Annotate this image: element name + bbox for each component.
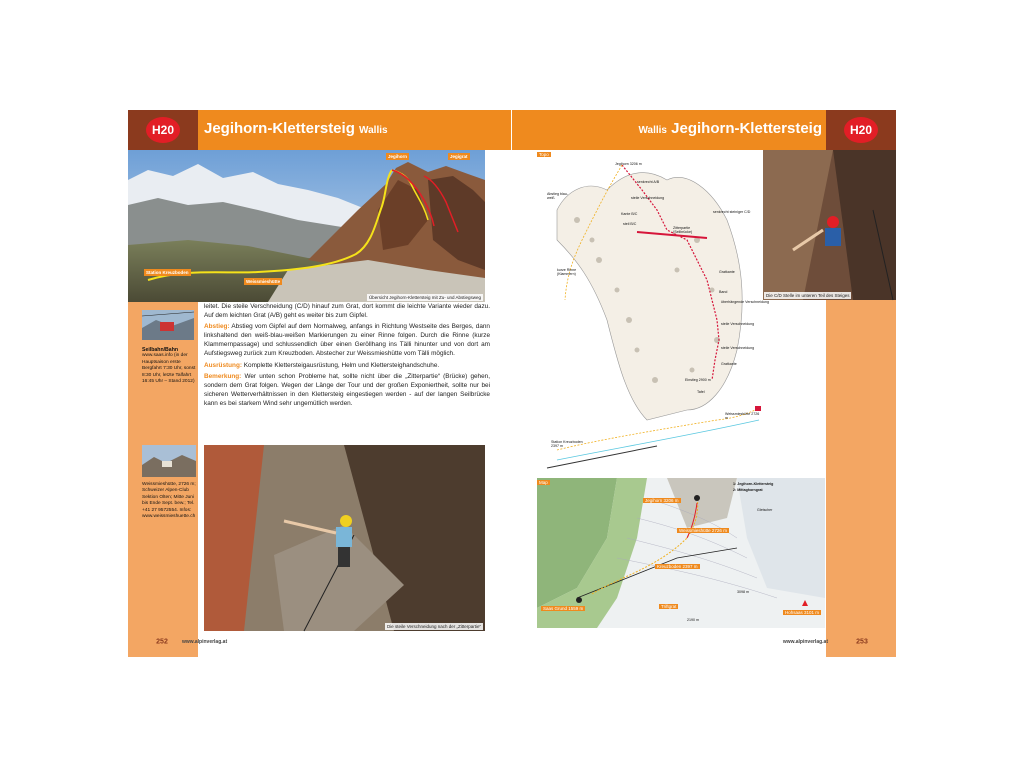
label-weissmieshuette: Weissmieshütte: [246, 279, 281, 284]
topo-einstieg: Einstieg 2900 m: [685, 378, 711, 382]
equipment-paragraph: Ausrüstung: Komplette Klettersteigausrüstung, Helm und Klettersteighandschuhe.: [204, 361, 440, 369]
panorama-image: [128, 150, 485, 302]
intro-paragraph: leitet. Die steile Verschneidung (C/D) hinauf zum Grat, dort kommt die leichte Variante wieder dazu. Auf dem leichten Grat (A/B) geht es weiter bis zum Gipfel.: [204, 303, 490, 320]
topo-drawing: [537, 150, 769, 475]
map-hut: Weissmieshütte 2726 m: [679, 528, 727, 533]
map-kreuzboden: Kreuzboden 2397 m: [657, 564, 698, 569]
cablecar-photo: [142, 310, 194, 340]
label-station-kreuzboden: Station Kreuzboden: [146, 270, 189, 275]
topo-label-8: steile Verschneidung: [721, 322, 755, 326]
right-title: Wallis Jegihorn-Klettersteig: [638, 120, 822, 137]
map-legend-1: 1: Jegihorn-Klettersteig: [733, 482, 774, 486]
cd-section-photo: [763, 150, 896, 300]
route-badge: H20: [128, 110, 198, 150]
hut-photo: [142, 445, 196, 477]
topo-label-0: senkrecht A/B: [637, 180, 660, 184]
map-hohsaas: Hohsaas 3101 m: [785, 610, 820, 615]
left-footer-url[interactable]: www.alpinverlag.at: [182, 639, 228, 645]
climber-image: [204, 445, 485, 631]
topo-label-9: steile Verschneidung: [721, 346, 755, 350]
climber-caption: Die steile Verschneidung nach der „Zitterpartie“: [386, 624, 481, 629]
descent-paragraph: Abstieg: Abstieg vom Gipfel auf dem Normalweg, anfangs in Richtung Westseite des Berges, dann linkshaltend den weiß-blau-weißen Markierungen zu einer Rinne folgen. Durch die Rinne (kurze Klammernpassage) und schlussendlich über einen Geröllhang ins Tälli hinunter und von dort am Aufstiegsweg zurück zum Kreuzboden. Abstecher zur Weissmieshütte vom Tälli möglich.: [204, 323, 490, 358]
map-triftgrat: Triftgrat: [661, 604, 677, 609]
topo-label-1: steile Verschneidung: [631, 196, 665, 200]
sidebox-cablecar: [142, 347, 196, 385]
panorama-caption: Übersicht Jegihorn-Klettersteig mit Zu- und Abstiegsweg: [368, 295, 481, 300]
sidebox-hut: Weissmieshütte, 2726 m; Schweizer Alpen-Club Sektion Olten; Mitte Juni bis Ende Sept. bew.; Tel. +41 27 9572554. Infos: www.weissmieshuette.ch: [142, 482, 196, 520]
topo-label-11: Tafel: [697, 390, 705, 394]
left-page-number: 252: [148, 635, 176, 648]
topo-hut: Weissmieshütte 2726 m: [725, 412, 760, 421]
right-page: [512, 110, 896, 657]
cd-section-image: [763, 150, 896, 300]
topo-descent: Abstieg blau-weiß: [547, 192, 568, 201]
route-badge-right: H20: [826, 110, 896, 150]
map-legend-2: 2: Mittaghorngrat: [733, 488, 763, 492]
map-saas-grund: Saas Grund 1559 m: [543, 606, 584, 611]
panorama-photo: [128, 150, 485, 302]
topo-station: Station Kreuzboden 2397 m: [551, 440, 583, 449]
topo-label-3: steil B/C: [623, 222, 637, 226]
route-map: [537, 478, 825, 628]
left-title: Jegihorn-Klettersteig Wallis: [204, 120, 388, 137]
topo-label-10: Gratkante: [721, 362, 737, 366]
topo-bridge: Zitterpartie (Seilbrücke): [673, 226, 693, 235]
label-jegihorn: Jegihorn: [388, 154, 408, 159]
sidebox-cablecar-heading: Seilbahn/Bahn: [142, 347, 179, 353]
topo-label-7: überhängende Verschneidung: [721, 300, 769, 304]
note-paragraph: Bemerkung: Wer unten schon Probleme hat, sollte nicht über die „Zitterpartie“ (Brücke) gehen, sondern dem Grat folgen. Wegen der Länge der Tour und der großen Exponiertheit, sollte nur bei sicheren Wetterverhältnissen in den Klettersteig eingestiegen werden - auf der langen Seilbrücke kann es bei starkem Wind sehr ungemütlich werden.: [204, 372, 490, 407]
map-gletscher: Gletscher: [757, 508, 773, 512]
map-jegihorn: Jegihorn 3206 m: [645, 498, 679, 503]
hut-image: [142, 445, 196, 477]
route-description: [204, 302, 490, 410]
topo-label-6: Band: [719, 290, 728, 294]
cd-section-caption: Die C/D Stelle im unteren Teil des Steiges: [766, 293, 850, 298]
topo-label-5: Gratkante: [719, 270, 735, 274]
topo-gully: kurze Rinne (Klammern): [557, 268, 577, 277]
topo-tag: Topo: [539, 152, 549, 157]
map-elev-1: 2190 m: [687, 618, 699, 622]
topo-summit: Jegihorn 3206 m: [615, 162, 642, 166]
right-footer-url[interactable]: www.alpinverlag.at: [782, 639, 828, 645]
sidebox-cablecar-text: www.saas.info (in der Hauptsaison erste Bergfahrt 7:30 Uhr, sonst 8:30 Uhr, letzte Talfahrt 16:45 Uhr – Stand 2012): [142, 353, 196, 385]
topo-label-2: Kante B/C: [621, 212, 638, 216]
right-page-number: 253: [848, 635, 876, 648]
map-elev-2: 3098 m: [737, 590, 749, 594]
topo-label-4: senkrecht steiniger C/D: [713, 210, 751, 214]
map-tag: Map: [539, 480, 548, 485]
cablecar-image: [142, 310, 194, 340]
climber-photo: [204, 445, 485, 631]
left-page: [128, 110, 511, 657]
label-jegigrat: Jegigrat: [450, 154, 468, 159]
